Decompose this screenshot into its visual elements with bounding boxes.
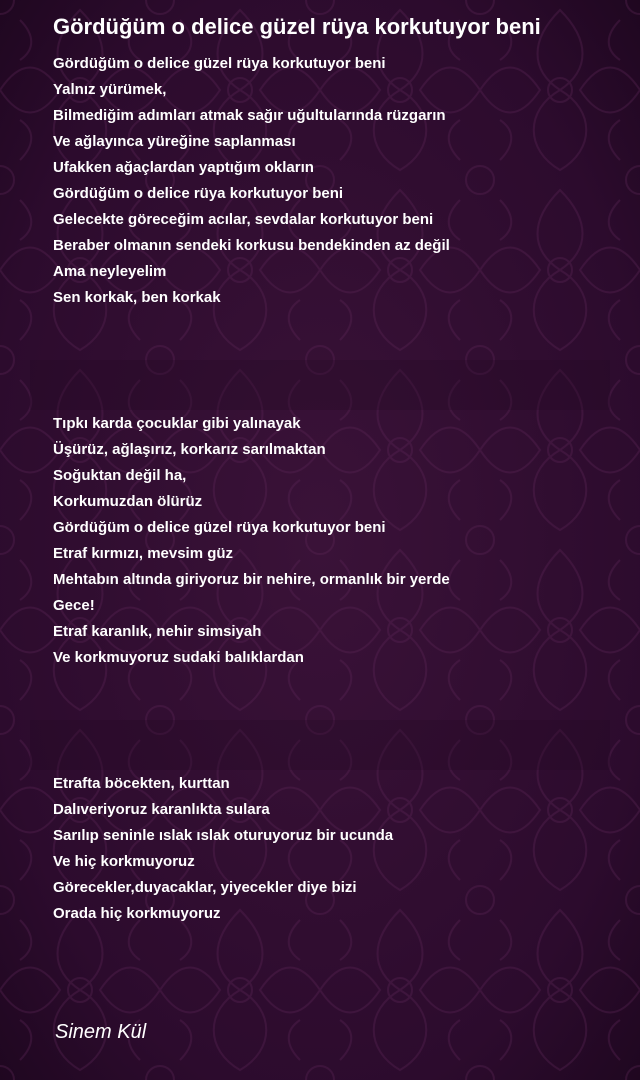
- poem-line: Gece!: [53, 597, 95, 614]
- poem-line: Mehtabın altında giriyoruz bir nehire, ormanlık bir yerde: [53, 571, 450, 588]
- poem-line: Beraber olmanın sendeki korkusu bendekinden az değil: [53, 237, 450, 254]
- stanza-1: [53, 51, 633, 311]
- poem-line: Tıpkı karda çocuklar gibi yalınayak: [53, 415, 301, 432]
- poem-line: Sen korkak, ben korkak: [53, 289, 221, 306]
- poem-line: Dalıveriyoruz karanlıkta sulara: [53, 801, 270, 818]
- poem-line: Gelecekte göreceğim acılar, sevdalar korkutuyor beni: [53, 211, 434, 228]
- poem-title: Gördüğüm o delice güzel rüya korkutuyor beni: [53, 14, 541, 39]
- poem-line: Ve hiç korkmuyoruz: [53, 853, 195, 870]
- poem-line: Ama neyleyelim: [53, 263, 167, 280]
- poem-line: Ve ağlayınca yüreğine saplanması: [53, 133, 296, 150]
- poem-line: Gördüğüm o delice güzel rüya korkutuyor beni: [53, 519, 386, 536]
- poem-line: Sarılıp seninle ıslak ıslak oturuyoruz bir ucunda: [53, 827, 394, 844]
- poem-line: Bilmediğim adımları atmak sağır uğultularında rüzgarın: [53, 107, 446, 124]
- poem-line: Etraf karanlık, nehir simsiyah: [53, 623, 262, 640]
- poem-author: Sinem Kül: [55, 1021, 147, 1043]
- poem-line: Gördüğüm o delice güzel rüya korkutuyor beni: [53, 55, 386, 72]
- poem-line: Etrafta böcekten, kurttan: [53, 775, 230, 792]
- stanza-3: [53, 771, 633, 927]
- poem-line: Ve korkmuyoruz sudaki balıklardan: [53, 649, 304, 666]
- poem-line: Etraf kırmızı, mevsim güz: [53, 545, 234, 562]
- poem-line: Soğuktan değil ha,: [53, 467, 187, 484]
- poem-line: Ufakken ağaçlardan yaptığım okların: [53, 159, 314, 176]
- poem-line: Gördüğüm o delice rüya korkutuyor beni: [53, 185, 344, 202]
- poem-line: Korkumuzdan ölürüz: [53, 493, 203, 510]
- poem-line: Yalnız yürümek,: [53, 81, 167, 98]
- poem-line: Görecekler,duyacaklar, yiyecekler diye bizi: [53, 879, 357, 896]
- poem-line: Orada hiç korkmuyoruz: [53, 905, 221, 922]
- stanza-2: [53, 411, 633, 671]
- poem-line: Üşürüz, ağlaşırız, korkarız sarılmaktan: [53, 441, 326, 458]
